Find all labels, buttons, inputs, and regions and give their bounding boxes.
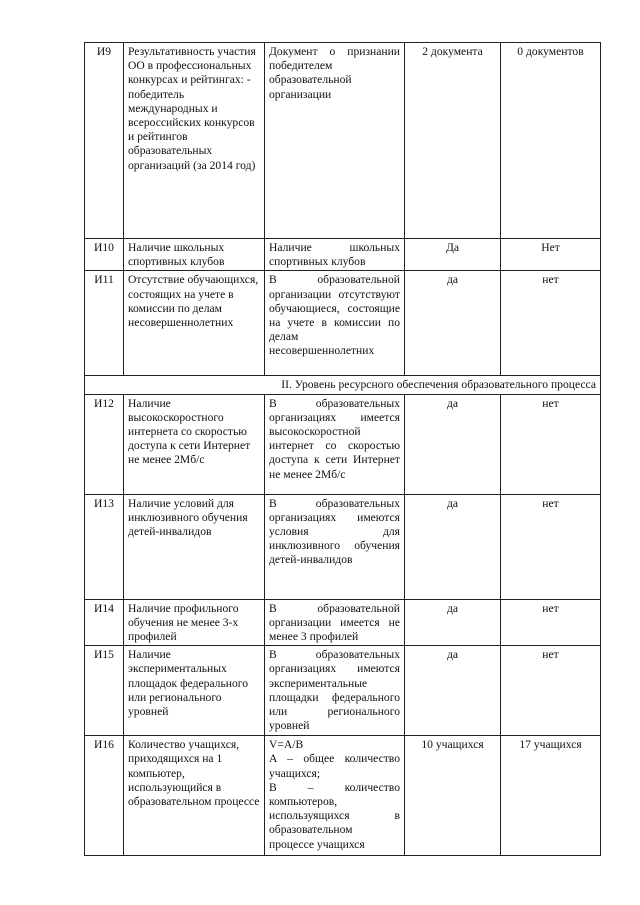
- indicator-value: да: [405, 646, 501, 736]
- indicator-description: В образовательных организациях имеется высокоскоростной интернет со скоростью доступа к сети Интернет не менее 2Мб/с: [265, 394, 405, 494]
- indicator-value: 2 документа: [405, 43, 501, 239]
- indicator-code: И10: [85, 239, 124, 271]
- formula: V=A/B: [269, 738, 304, 752]
- indicator-description: В образовательной организации имеется не менее 3 профилей: [265, 599, 405, 646]
- indicator-name: Наличие школьных спортивных клубов: [124, 239, 265, 271]
- table-row: [85, 271, 601, 376]
- table-row: [85, 736, 601, 856]
- indicator-value: нет: [501, 394, 601, 494]
- indicator-name: Результативность участия ОО в профессиональных конкурсах и рейтингах: - победитель международных и всероссийских конкурсов и рейтингов образовательных организаций (за 2014 год): [124, 43, 265, 239]
- indicator-value: 17 учащихся: [501, 736, 601, 856]
- formula-definition-b: B – количество компьютеров, используящихся в образовательном процессе учащихся: [269, 780, 400, 851]
- indicator-code: И14: [85, 599, 124, 646]
- indicator-value: да: [405, 599, 501, 646]
- indicator-code: И16: [85, 736, 124, 856]
- indicator-value: да: [405, 494, 501, 599]
- section-title: II. Уровень ресурсного обеспечения образовательного процесса: [85, 376, 601, 394]
- indicator-description: Наличие школьных спортивных клубов: [265, 239, 405, 271]
- indicator-name: Наличие профильного обучения не менее 3-х профилей: [124, 599, 265, 646]
- indicator-code: И9: [85, 43, 124, 239]
- indicator-name: Отсутствие обучающихся, состоящих на учете в комиссии по делам несовершеннолетних: [124, 271, 265, 376]
- indicator-name: Наличие условий для инклюзивного обучения детей-инвалидов: [124, 494, 265, 599]
- indicator-name: Наличие высокоскоростного интернета со скоростью доступа к сети Интернет не менее 2Мб/с: [124, 394, 265, 494]
- indicator-value: нет: [501, 494, 601, 599]
- indicator-description: Документ о признании победителем образовательной организации: [265, 43, 405, 239]
- indicator-value: да: [405, 271, 501, 376]
- indicator-value: нет: [501, 599, 601, 646]
- indicator-description: В образовательной организации отсутствуют обучающиеся, состоящие на учете в комиссии по делам несовершеннолетних: [265, 271, 405, 376]
- indicator-code: И12: [85, 394, 124, 494]
- table-row: [85, 646, 601, 736]
- indicator-name: Наличие экспериментальных площадок федерального или регионального уровней: [124, 646, 265, 736]
- indicator-code: И11: [85, 271, 124, 376]
- table-row: [85, 43, 601, 239]
- indicator-description: В образовательных организациях имеются условия для инклюзивного обучения детей-инвалидов: [265, 494, 405, 599]
- table-row: [85, 494, 601, 599]
- indicator-code: И15: [85, 646, 124, 736]
- indicators-table: [84, 42, 601, 856]
- table-row: [85, 394, 601, 494]
- indicator-value: Нет: [501, 239, 601, 271]
- indicator-code: И13: [85, 494, 124, 599]
- formula-definition-a: A – общее количество учащихся;: [269, 752, 400, 780]
- indicator-value: нет: [501, 271, 601, 376]
- indicator-value: Да: [405, 239, 501, 271]
- table-row: [85, 239, 601, 271]
- indicator-value: нет: [501, 646, 601, 736]
- indicator-value: да: [405, 394, 501, 494]
- indicator-name: Количество учащихся, приходящихся на 1 компьютер, использующийся в образовательном процессе: [124, 736, 265, 856]
- indicator-value: 0 документов: [501, 43, 601, 239]
- table-row: [85, 599, 601, 646]
- indicator-description: [265, 736, 405, 856]
- section-header-row: [85, 376, 601, 394]
- indicator-value: 10 учащихся: [405, 736, 501, 856]
- indicator-description: В образовательных организациях имеются экспериментальные площадки федерального или регионального уровней: [265, 646, 405, 736]
